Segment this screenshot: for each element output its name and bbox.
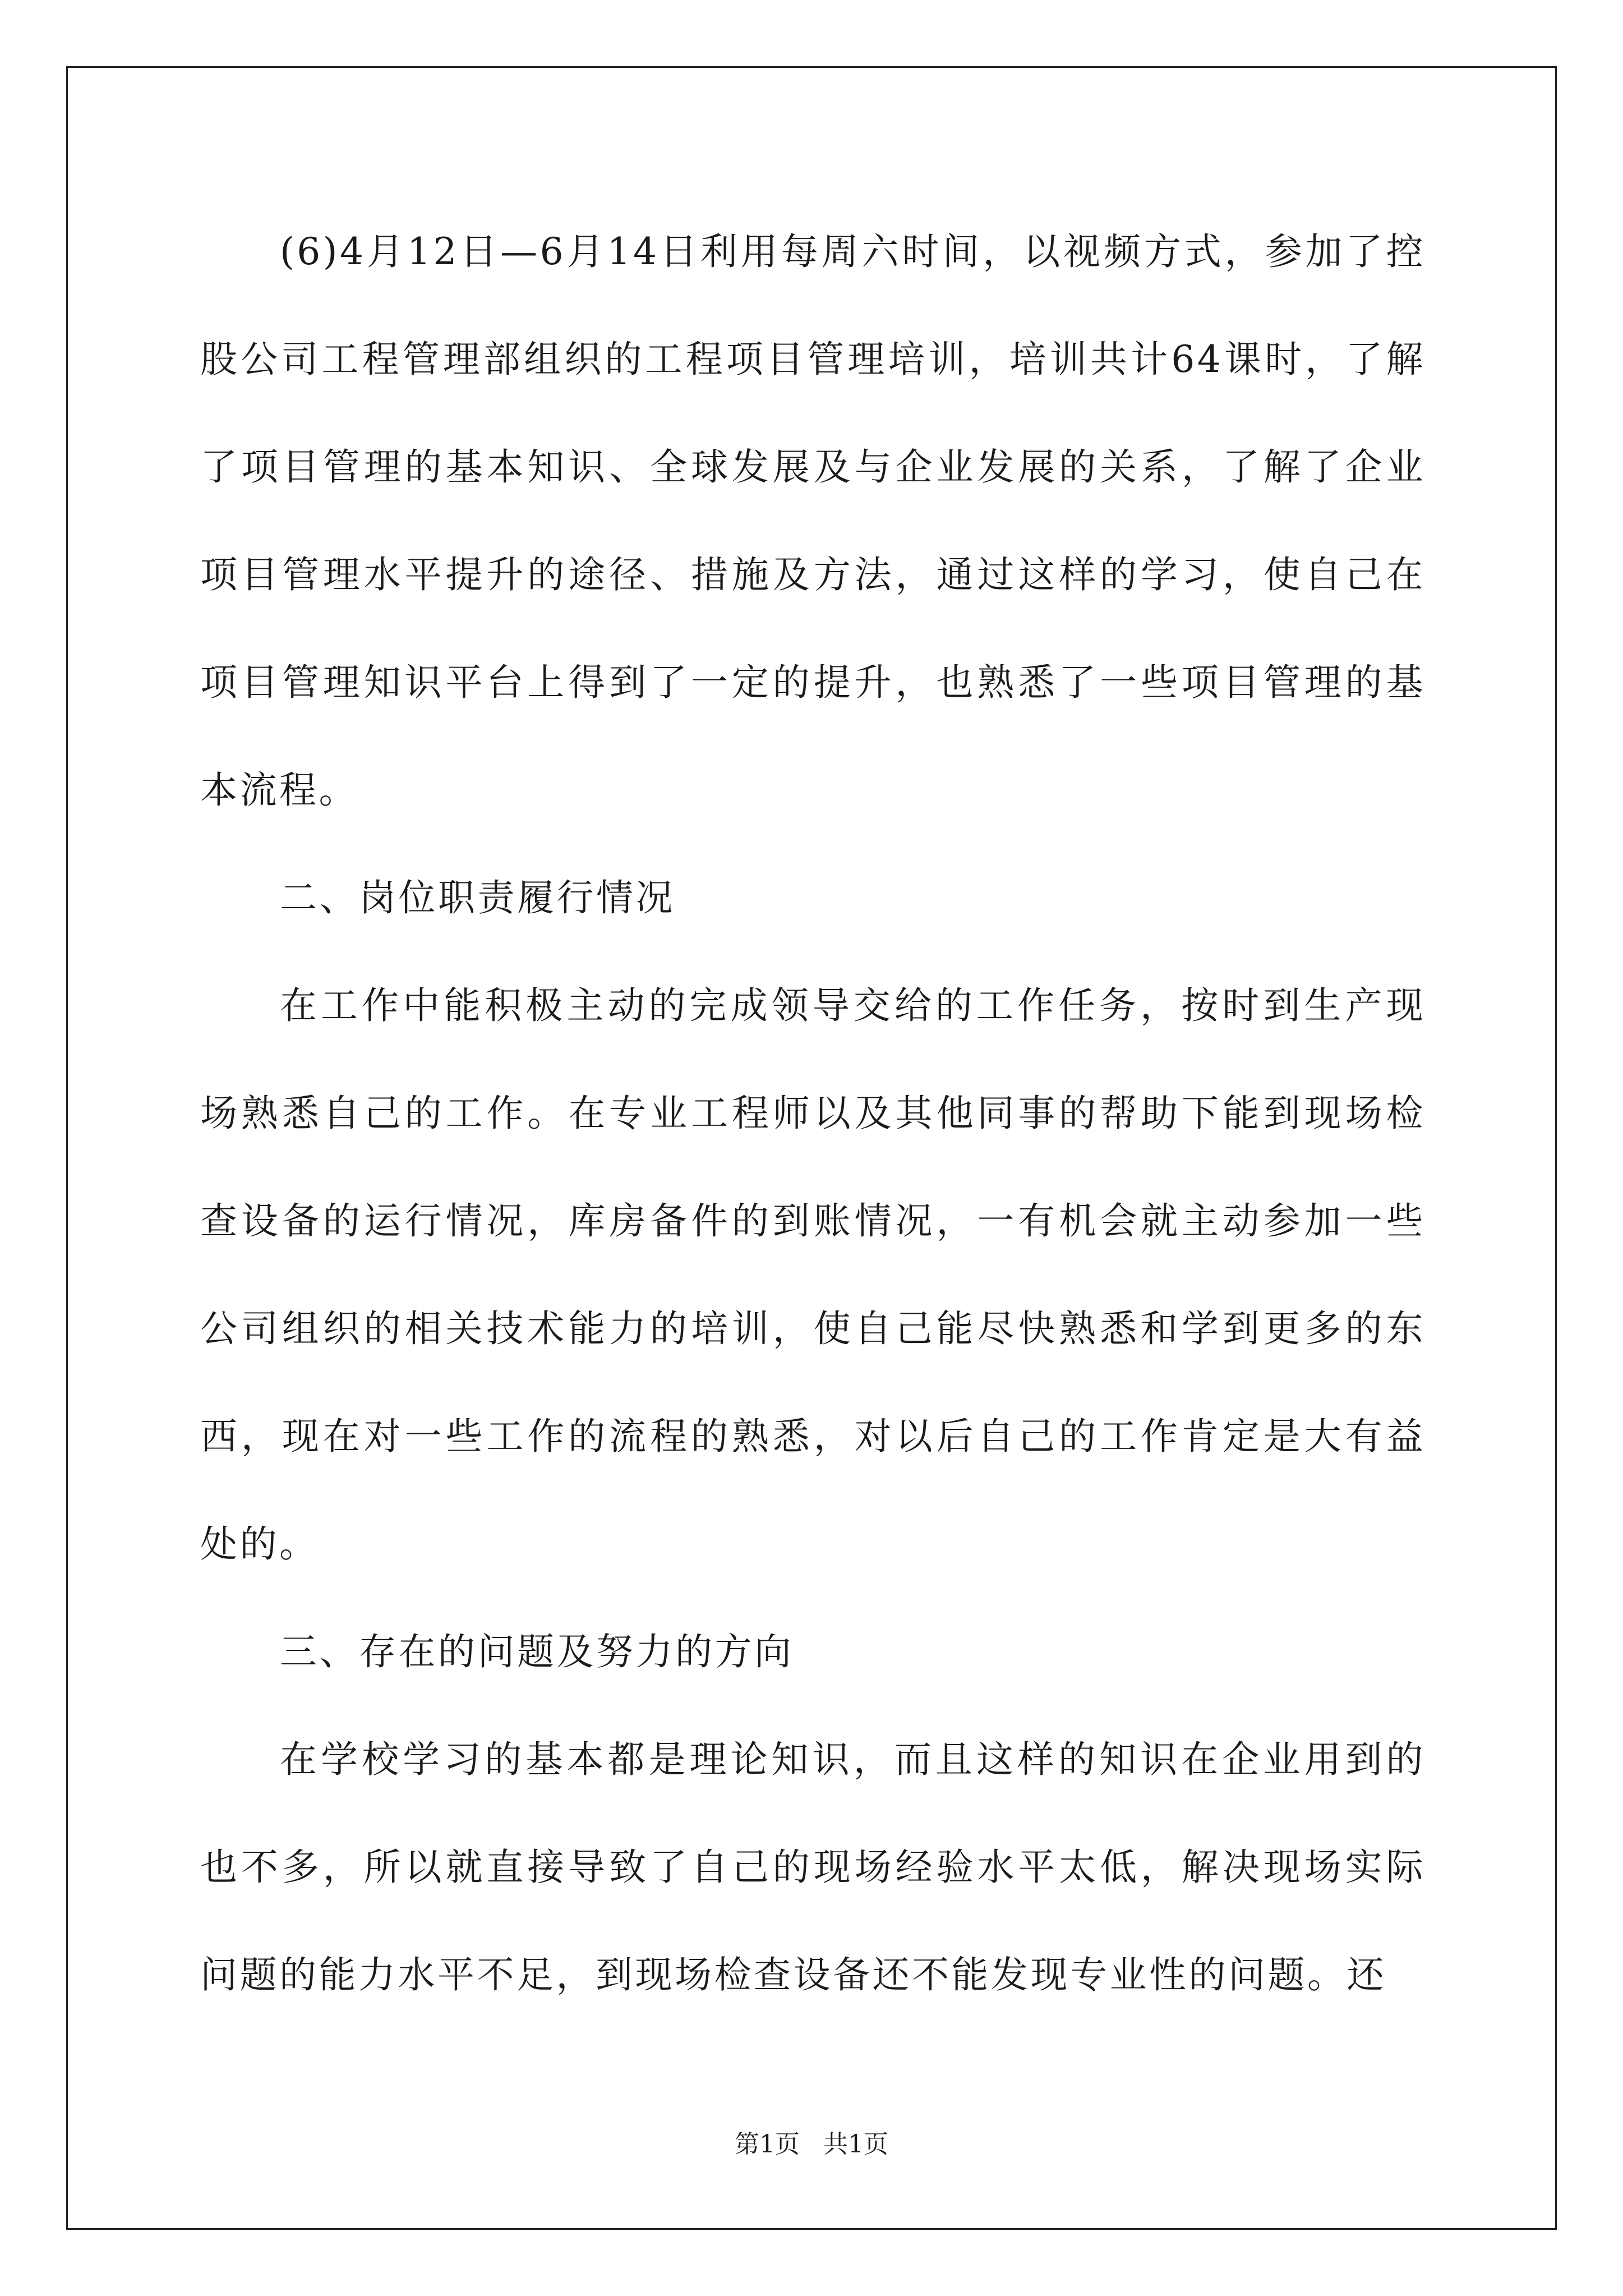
page-total: 共1页	[823, 2130, 888, 2159]
page-number: 第1页	[735, 2130, 800, 2159]
section-heading-duties: 二、岗位职责履行情况	[280, 876, 675, 919]
page-footer	[0, 2124, 1623, 2160]
document-body	[200, 198, 1426, 2029]
section-heading-problems: 三、存在的问题及努力的方向	[280, 1630, 794, 1673]
paragraph-training: (6)4月12日—6月14日利用每周六时间，以视频方式，参加了控股公司工程管理部组织的工程项目管理培训，培训共计64课时，了解了项目管理的基本知识、全球发展及与企业发展的关系，了解了企业项目管理水平提升的途径、措施及方法，通过这样的学习，使自己在项目管理知识平台上得到了一定的提升，也熟悉了一些项目管理的基本流程。	[200, 230, 1426, 812]
paragraph-duties: 在工作中能积极主动的完成领导交给的工作任务，按时到生产现场熟悉自己的工作。在专业工程师以及其他同事的帮助下能到现场检查设备的运行情况，库房备件的到账情况，一有机会就主动参加一些公司组织的相关技术能力的培训，使自己能尽快熟悉和学到更多的东西，现在对一些工作的流程的熟悉，对以后自己的工作肯定是大有益处的。	[200, 984, 1426, 1566]
paragraph-problems: 在学校学习的基本都是理论知识，而且这样的知识在企业用到的也不多，所以就直接导致了自己的现场经验水平太低，解决现场实际问题的能力水平不足，到现场检查设备还不能发现专业性的问题。还	[200, 1738, 1426, 1996]
